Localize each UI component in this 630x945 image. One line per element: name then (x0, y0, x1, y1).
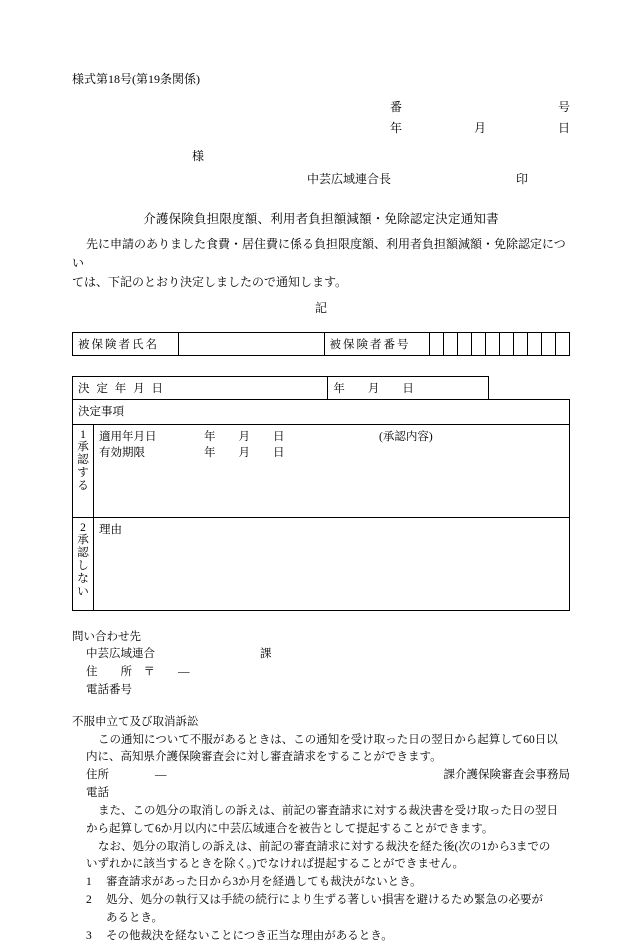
appeal-paragraph-1-line-2: 内に、高知県介護保険審査会に対し審査請求をすることができます。 (86, 751, 442, 764)
contact-block (72, 629, 570, 700)
decision-table (72, 376, 512, 400)
apply-date-value[interactable]: 年 月 日 (204, 430, 285, 443)
decision-date-value[interactable]: 年 月 日 (328, 376, 489, 399)
approve-vertical-label: 1承認する (73, 424, 94, 517)
appeal-paragraph-2-line-2: から起算して6か月以内に中芸広域連合を被告として提起することができます。 (86, 822, 494, 835)
list-item-text: 審査請求があった日から3か月を経過しても裁決がないとき。 (106, 876, 422, 889)
approve-content-cell (94, 424, 570, 517)
date-line (390, 118, 570, 139)
page-title: 介護保険負担限度額、利用者負担額減額・免除認定決定通知書 (143, 212, 499, 226)
list-item-text: 処分、処分の執行又は手続の続行により生ずる著しい損害を避けるため緊急の必要が (106, 893, 543, 906)
header-meta-block (390, 97, 570, 139)
issuer-name: 中芸広域連合長 (307, 172, 392, 186)
decision-matters-label: 決定事項 (73, 399, 570, 424)
decision-matters-row (73, 399, 570, 424)
decision-date-label: 決 定 年 月 日 (73, 376, 328, 399)
appeal-office-name: 課介護保険審査会事務局 (443, 769, 570, 782)
list-item (72, 928, 570, 945)
intro-line-1: 先に申請のありました食費・居住費に係る負担限度額、利用者負担額減額・免除認定につい (72, 237, 566, 271)
appeal-heading: 不服申立て及び取消訴訟 (72, 715, 199, 728)
intro-line-2: ては、下記のとおり決定しましたので通知します。 (72, 275, 348, 290)
appeal-paragraph-1-line-1: この通知について不服があるときは、この通知を受け取った日の翌日から起算して60日以 (98, 733, 558, 746)
reason-label: 理由 (99, 523, 122, 536)
insured-number-box[interactable] (514, 332, 528, 355)
appeal-address-label: 住所 ― (86, 769, 167, 782)
apply-date-row (99, 428, 564, 444)
insured-number-box[interactable] (542, 332, 556, 355)
decision-reject-row (73, 517, 570, 610)
decision-approve-row (73, 424, 570, 517)
contact-phone: 電話番号 (86, 684, 132, 696)
decision-date-row (73, 376, 513, 399)
appeal-block (72, 714, 570, 945)
insured-name-label: 被保険者氏名 (73, 332, 179, 355)
seal-mark: 印 (516, 172, 529, 186)
date-day-label: 日 (557, 121, 570, 135)
valid-date-label: 有効期限 (99, 446, 145, 459)
reject-content-cell[interactable] (94, 517, 570, 610)
insured-number-box[interactable] (430, 332, 444, 355)
reject-vertical-label: 2承認しない (73, 517, 94, 610)
insured-number-box[interactable] (528, 332, 542, 355)
list-item-text: その他裁決を経ないことにつき正当な理由があるとき。 (106, 929, 393, 942)
contact-address: 住 所 〒 ― (86, 666, 190, 679)
insured-number-box[interactable] (472, 332, 486, 355)
date-year-label: 年 (390, 121, 403, 135)
insured-table (72, 332, 570, 356)
addressee-honorific: 様 (192, 149, 205, 163)
insured-name-value[interactable] (178, 332, 324, 355)
list-item-continuation: あるとき。 (106, 911, 164, 924)
issuer-row (72, 170, 570, 187)
approval-content-label: (承認内容) (379, 430, 433, 443)
insured-number-label: 被保険者番号 (324, 332, 430, 355)
list-item (72, 892, 570, 910)
insured-number-box[interactable] (444, 332, 458, 355)
insured-number-box[interactable] (556, 332, 570, 355)
appeal-address-row (72, 767, 570, 785)
date-month-label: 月 (473, 121, 486, 135)
ki-marker: 記 (314, 300, 327, 315)
header-meta-row (72, 97, 570, 139)
insured-number-box[interactable] (486, 332, 500, 355)
number-line (390, 97, 570, 118)
form-id: 様式第18号(第19条関係) (72, 72, 200, 86)
contact-org: 中芸広域連合 (86, 648, 155, 661)
intro-paragraph (72, 235, 570, 293)
valid-date-value[interactable]: 年 月 日 (204, 446, 285, 459)
appeal-tel-label: 電話 (86, 787, 109, 800)
number-label: 番 (390, 100, 403, 114)
contact-heading: 問い合わせ先 (72, 630, 141, 643)
list-item (72, 874, 570, 892)
contact-section: 課 (260, 648, 272, 661)
appeal-paragraph-3-line-1: なお、処分の取消しの訴えは、前記の審査請求に対する裁決を経た後(次の1から3までの (98, 840, 551, 853)
list-item-number: 1 (86, 876, 92, 889)
contact-org-row (72, 646, 570, 664)
appeal-paragraph-2-line-1: また、この処分の取消しの訴えは、前記の審査請求に対する裁決書を受け取った日の翌日 (98, 804, 558, 817)
apply-date-label: 適用年月日 (99, 430, 157, 443)
valid-date-row (99, 444, 564, 460)
table-row (73, 332, 570, 355)
insured-number-box[interactable] (458, 332, 472, 355)
appeal-paragraph-3-line-2: いずれかに該当するときを除く。)でなければ提起することができません。 (86, 858, 465, 871)
decision-detail-table (72, 399, 570, 611)
list-item-number: 3 (86, 929, 92, 942)
list-item-number: 2 (86, 893, 92, 906)
insured-number-box[interactable] (500, 332, 514, 355)
number-value: 号 (557, 100, 570, 114)
